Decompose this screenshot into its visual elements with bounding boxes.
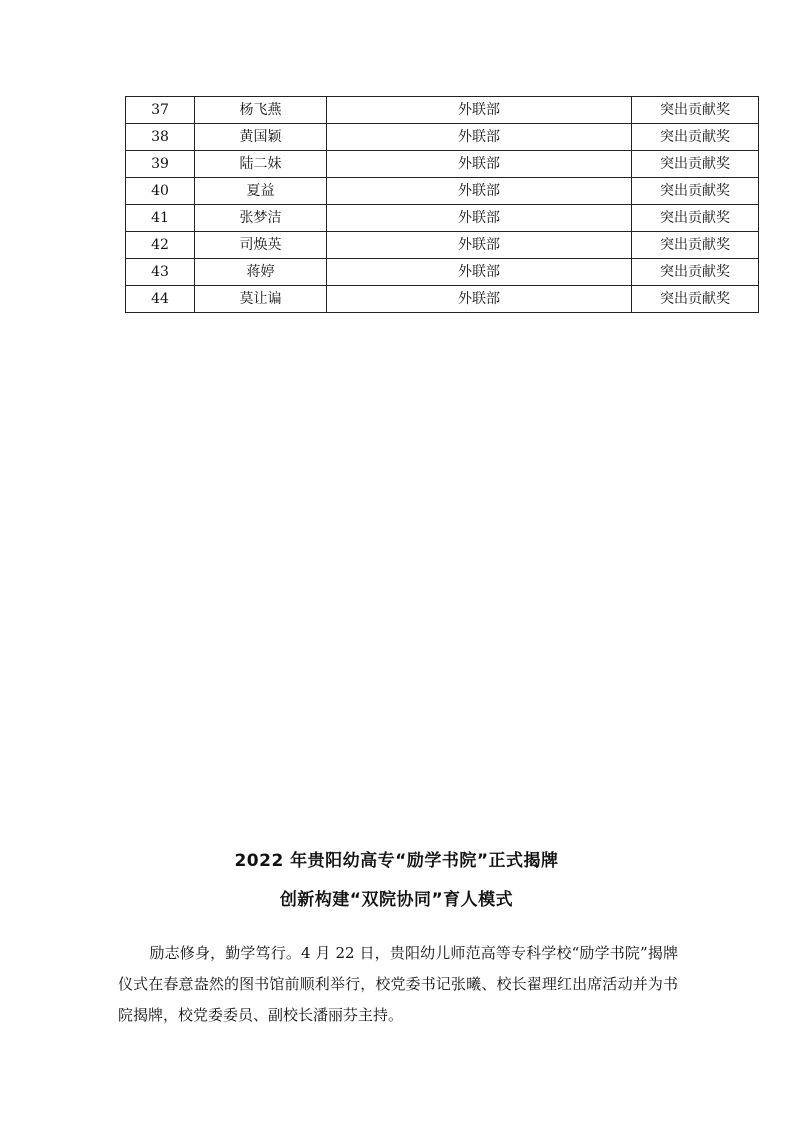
department: 外联部 <box>327 151 632 178</box>
member-name: 杨飞燕 <box>195 97 327 124</box>
table-row <box>126 124 759 151</box>
row-number: 39 <box>126 151 195 178</box>
award-name: 突出贡献奖 <box>632 259 759 286</box>
award-name: 突出贡献奖 <box>632 151 759 178</box>
table-row <box>126 232 759 259</box>
award-name: 突出贡献奖 <box>632 286 759 313</box>
department: 外联部 <box>327 259 632 286</box>
table-row <box>126 205 759 232</box>
award-name: 突出贡献奖 <box>632 205 759 232</box>
table-row <box>126 259 759 286</box>
row-number: 44 <box>126 286 195 313</box>
row-number: 37 <box>126 97 195 124</box>
department: 外联部 <box>327 178 632 205</box>
row-number: 41 <box>126 205 195 232</box>
department: 外联部 <box>327 286 632 313</box>
table-row <box>126 97 759 124</box>
award-name: 突出贡献奖 <box>632 124 759 151</box>
award-name: 突出贡献奖 <box>632 232 759 259</box>
award-name: 突出贡献奖 <box>632 178 759 205</box>
row-number: 40 <box>126 178 195 205</box>
table-row <box>126 286 759 313</box>
article-paragraph: 励志修身，勤学笃行。4 月 22 日，贵阳幼儿师范高等专科学校“励学书院”揭牌仪式在春意盎然的图书馆前顺利举行，校党委书记张曦、校长翟理红出席活动并为书院揭牌，校党委委员、副校长潘丽芬主持。 <box>118 944 678 1024</box>
row-number: 38 <box>126 124 195 151</box>
article-subtitle: 创新构建“双院协同”育人模式 <box>279 890 514 910</box>
table-row <box>126 151 759 178</box>
department: 外联部 <box>327 205 632 232</box>
row-number: 42 <box>126 232 195 259</box>
award-name: 突出贡献奖 <box>632 97 759 124</box>
member-name: 黄国颖 <box>195 124 327 151</box>
department: 外联部 <box>327 97 632 124</box>
member-name: 莫让谝 <box>195 286 327 313</box>
article-title: 2022 年贵阳幼高专“励学书院”正式揭牌 <box>234 851 559 871</box>
row-number: 43 <box>126 259 195 286</box>
member-name: 夏益 <box>195 178 327 205</box>
member-name: 张梦洁 <box>195 205 327 232</box>
member-name: 陆二妹 <box>195 151 327 178</box>
member-name: 司焕英 <box>195 232 327 259</box>
award-table <box>125 96 759 313</box>
department: 外联部 <box>327 232 632 259</box>
member-name: 蒋婷 <box>195 259 327 286</box>
table-row <box>126 178 759 205</box>
department: 外联部 <box>327 124 632 151</box>
